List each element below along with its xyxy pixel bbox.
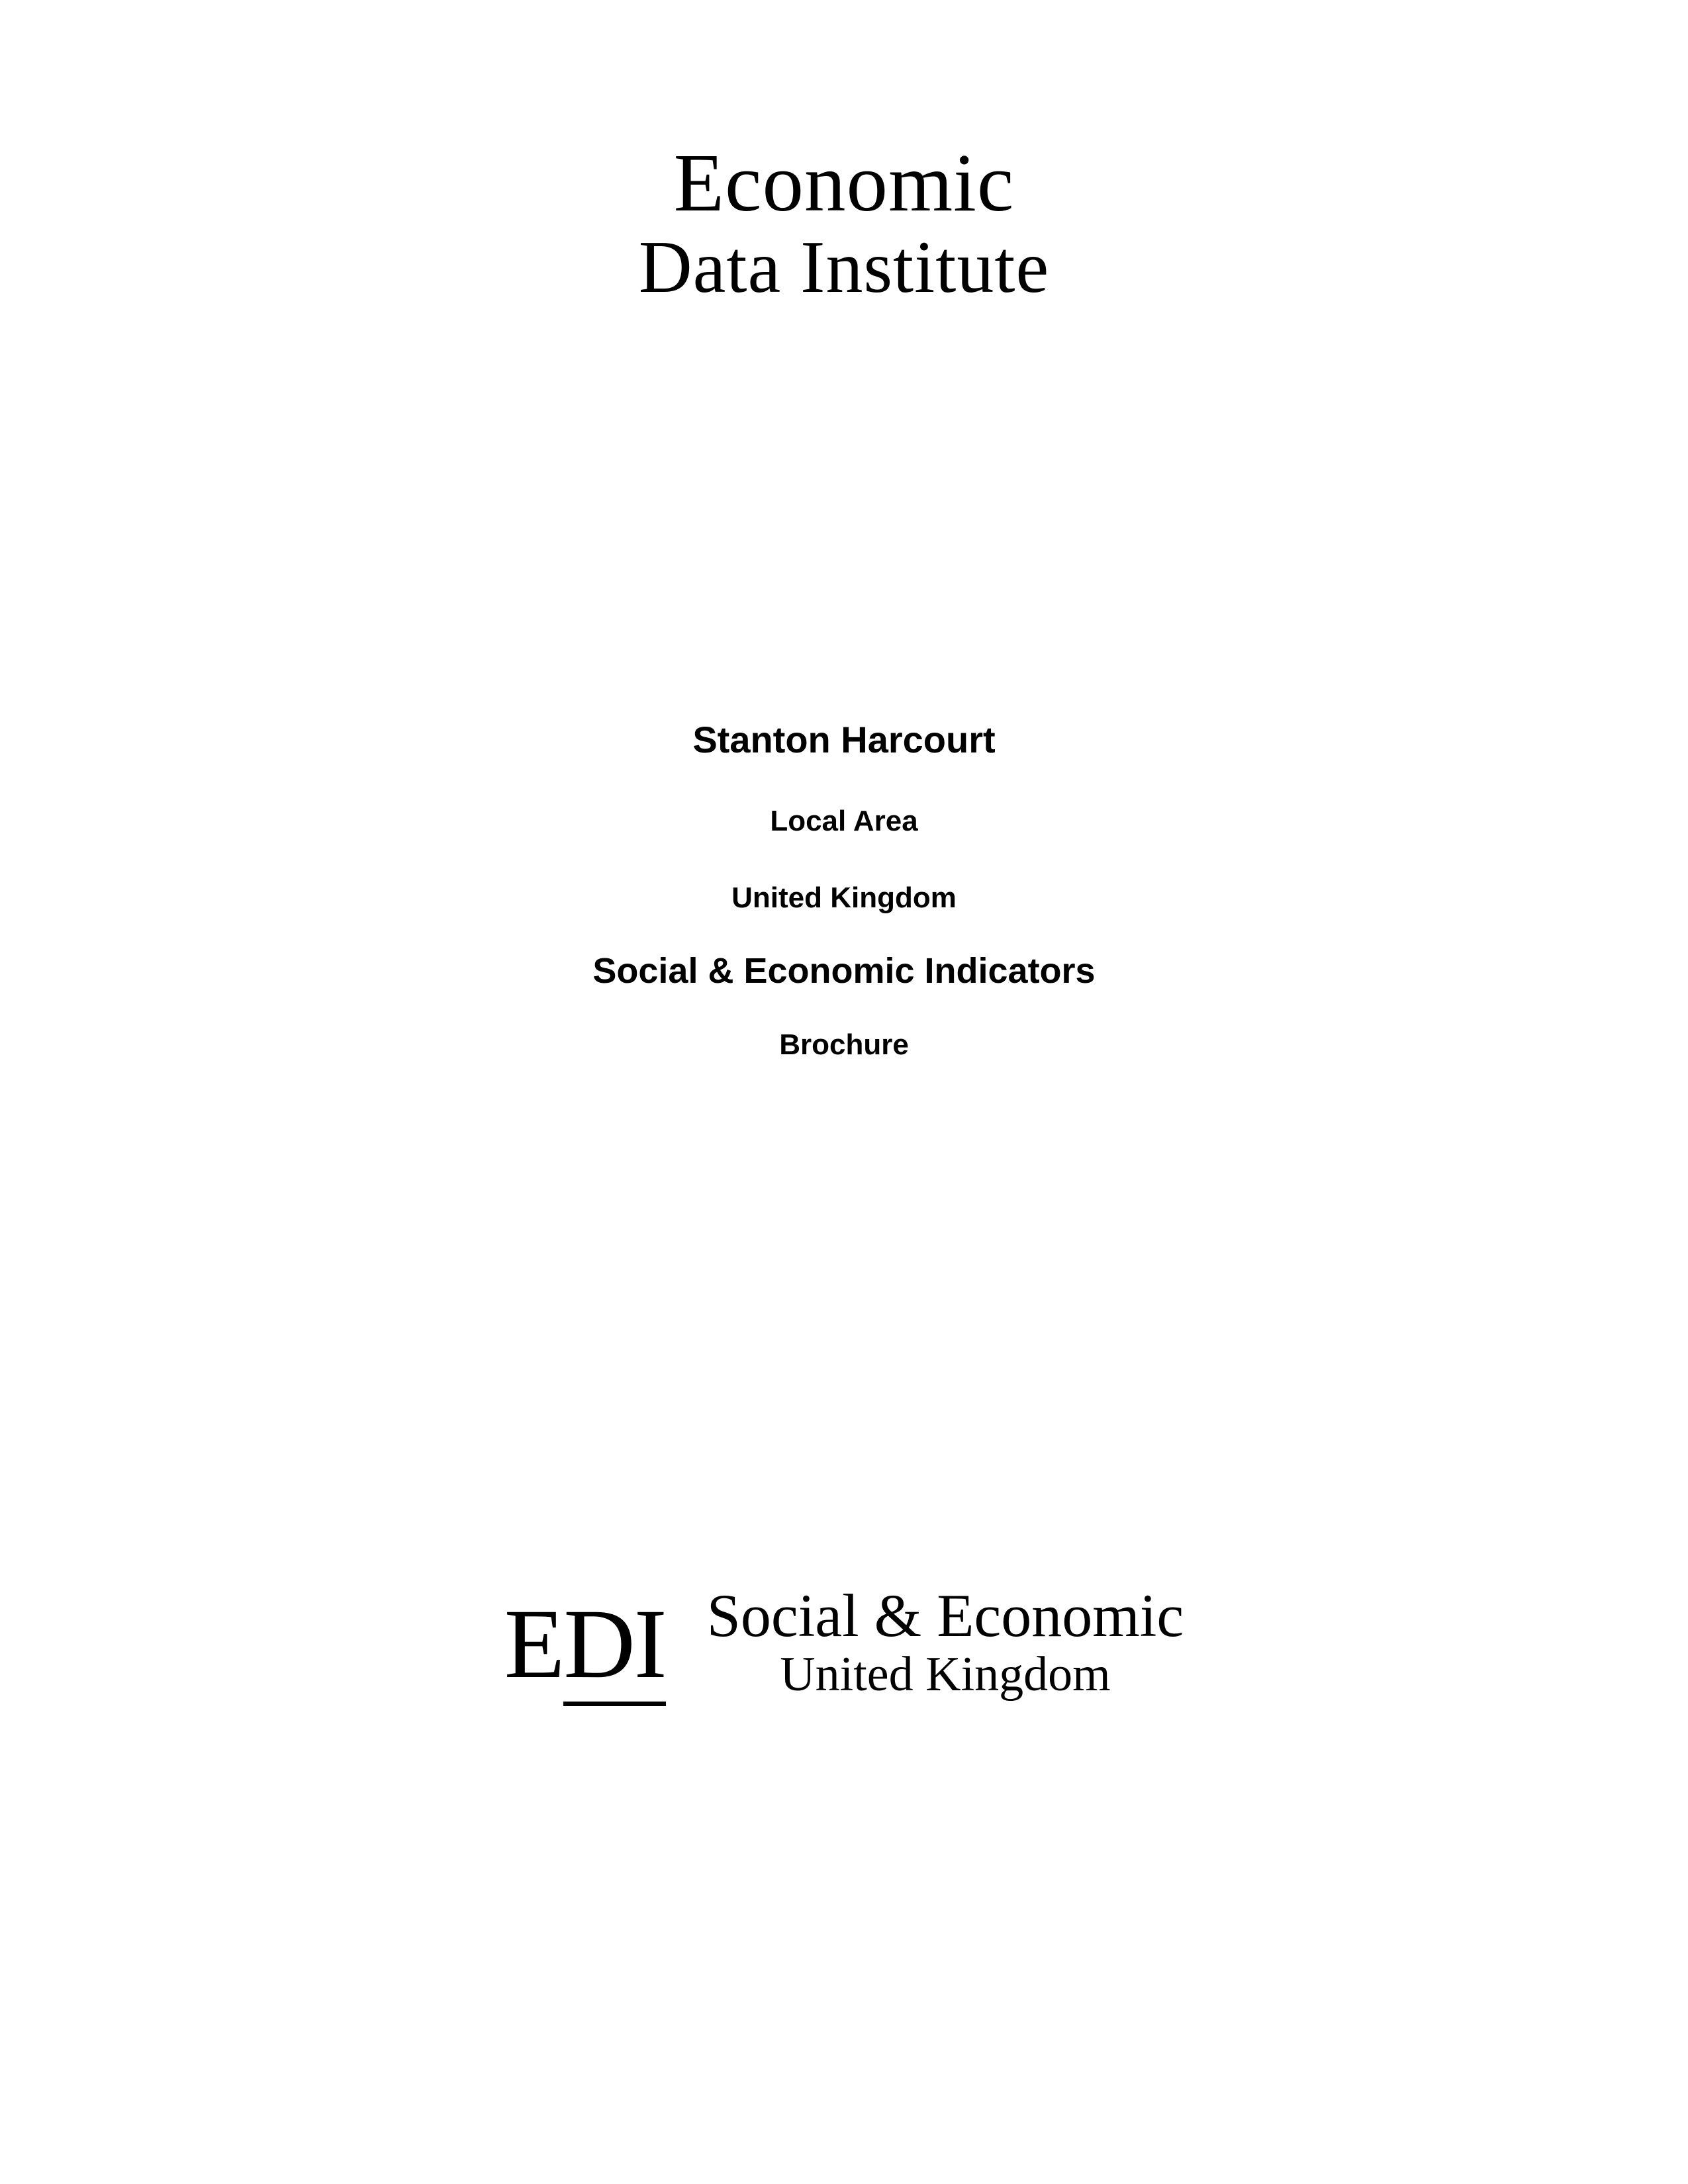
country-name: United Kingdom [731, 882, 957, 914]
edi-wordmark [706, 1582, 1184, 1702]
title-block [0, 718, 1688, 1062]
edi-monogram-e: E [504, 1589, 564, 1699]
area-name: Stanton Harcourt [692, 719, 996, 760]
edi-monogram-di: DI [563, 1589, 665, 1706]
edi-wordmark-line-1: Social & Economic [706, 1582, 1184, 1649]
edi-monogram [504, 1589, 666, 1699]
edi-wordmark-line-2: United Kingdom [780, 1647, 1111, 1702]
report-title: Social & Economic Indicators [592, 951, 1096, 991]
edi-footer-logo [0, 1582, 1688, 1702]
document-kind: Brochure [779, 1028, 909, 1061]
publisher-logo [0, 138, 1688, 308]
publisher-logo-line-1: Economic [673, 138, 1015, 229]
publisher-logo-line-2: Data Institute [638, 226, 1050, 308]
area-type: Local Area [770, 805, 918, 837]
